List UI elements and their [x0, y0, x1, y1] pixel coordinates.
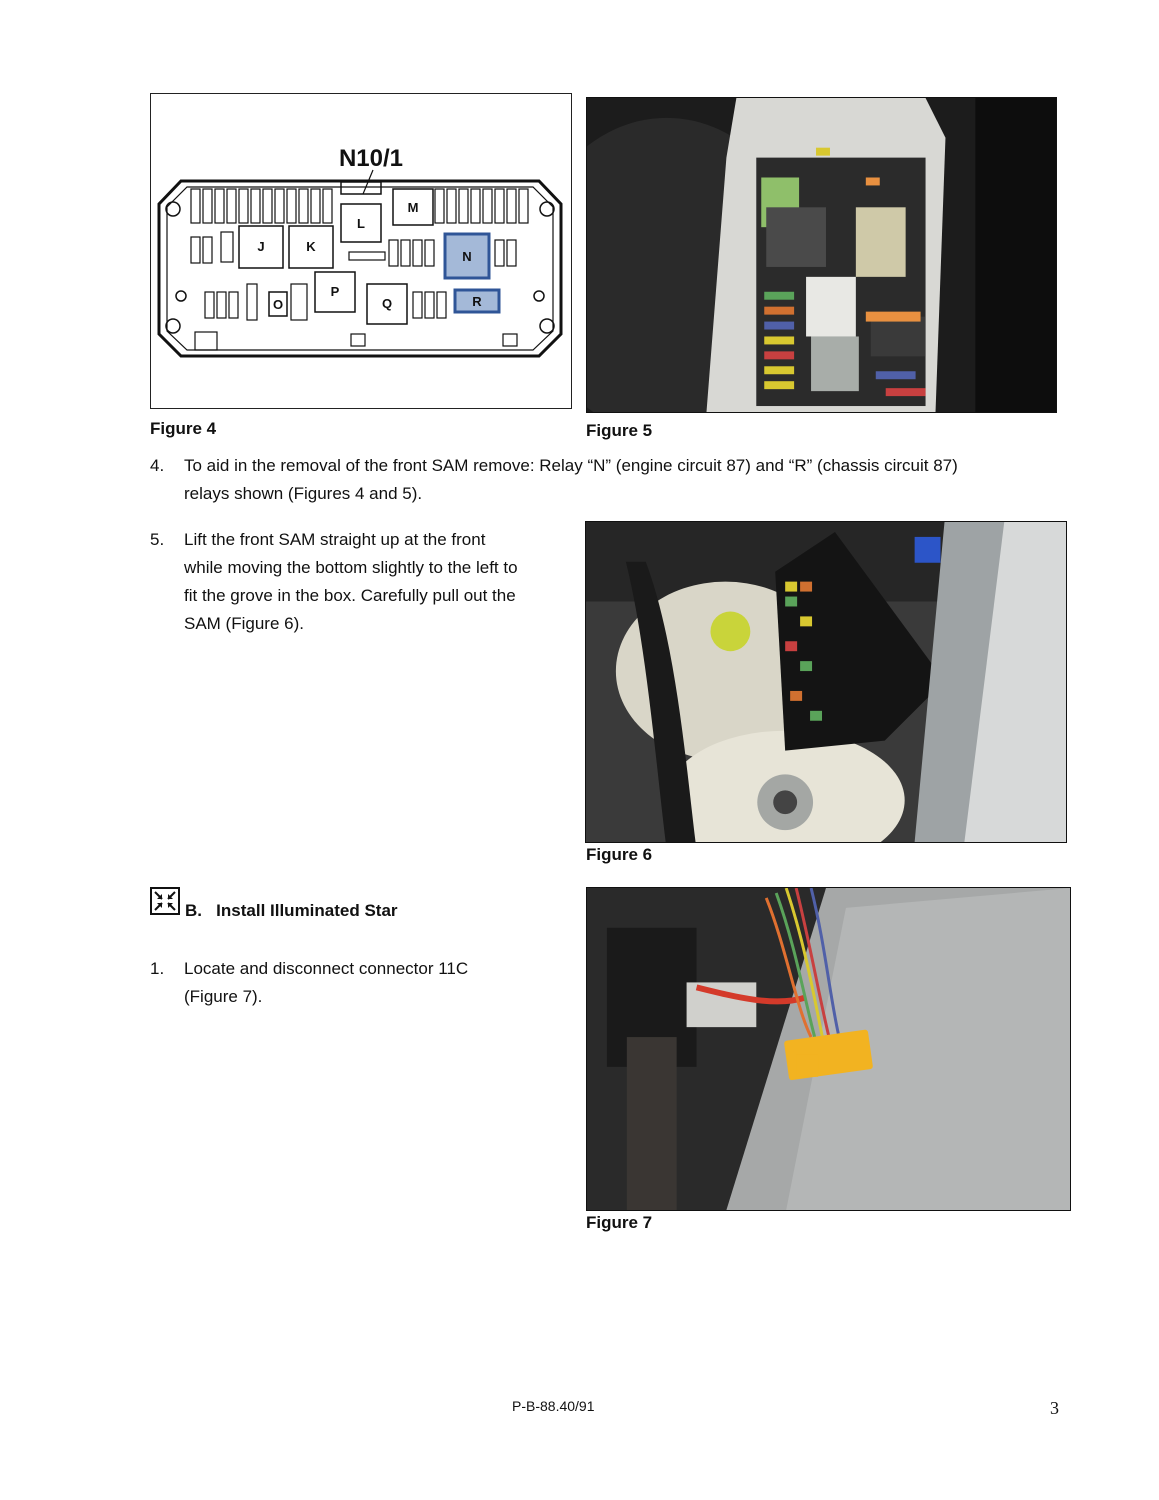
svg-text:J: J [257, 239, 265, 254]
figure-4-diagram [150, 93, 572, 409]
svg-text:L: L [357, 216, 365, 231]
step-text-line-2: relays shown (Figures 4 and 5). [184, 484, 423, 503]
figure-7-photo [586, 887, 1071, 1211]
step-number: 1. [150, 959, 165, 978]
step-text-line-4: SAM (Figure 6). [184, 614, 304, 633]
step-text-line-1: Lift the front SAM straight up at the front [184, 530, 486, 549]
svg-text:R: R [472, 294, 482, 309]
figure-6-photo [585, 521, 1067, 843]
connector-photo [587, 888, 1070, 1210]
step-number: 5. [150, 530, 165, 549]
fuse-box-photo [587, 98, 1056, 412]
svg-text:M: M [407, 200, 419, 215]
step-text-line-2: while moving the bottom slightly to the left to [184, 558, 518, 577]
step-5 [150, 526, 570, 646]
figure-5-photo [586, 97, 1057, 413]
section-b-heading: B. Install Illuminated Star [185, 901, 398, 920]
figure-6-caption: Figure 6 [586, 845, 653, 864]
step-text-line-3: fit the grove in the box. Carefully pull out the [184, 586, 516, 605]
step-b1 [150, 955, 570, 1015]
figure-5-caption: Figure 5 [586, 421, 653, 440]
svg-text:P: P [330, 284, 340, 299]
step-text-line-2: (Figure 7). [184, 987, 263, 1006]
svg-text:O: O [272, 297, 284, 312]
figure-4-caption: Figure 4 [150, 419, 217, 438]
svg-text:Q: Q [381, 296, 393, 311]
diagram-title: N10/1 [338, 145, 404, 172]
svg-text:N: N [462, 249, 472, 264]
step-4 [150, 452, 1110, 512]
assembly-arrows-icon [150, 887, 180, 915]
svg-text:K: K [306, 239, 316, 254]
page-number: 3 [1050, 1398, 1059, 1418]
step-number: 4. [150, 456, 165, 475]
step-text-line-1: Locate and disconnect connector 11C [184, 959, 469, 978]
step-text-line-1: To aid in the removal of the front SAM remove: Relay “N” (engine circuit 87) and “R” (chassis circuit 87) [184, 456, 958, 475]
engine-bay-photo [586, 522, 1066, 842]
figure-7-caption: Figure 7 [586, 1213, 653, 1232]
document-id: P-B-88.40/91 [512, 1398, 595, 1414]
fuse-box-diagram [151, 94, 571, 408]
